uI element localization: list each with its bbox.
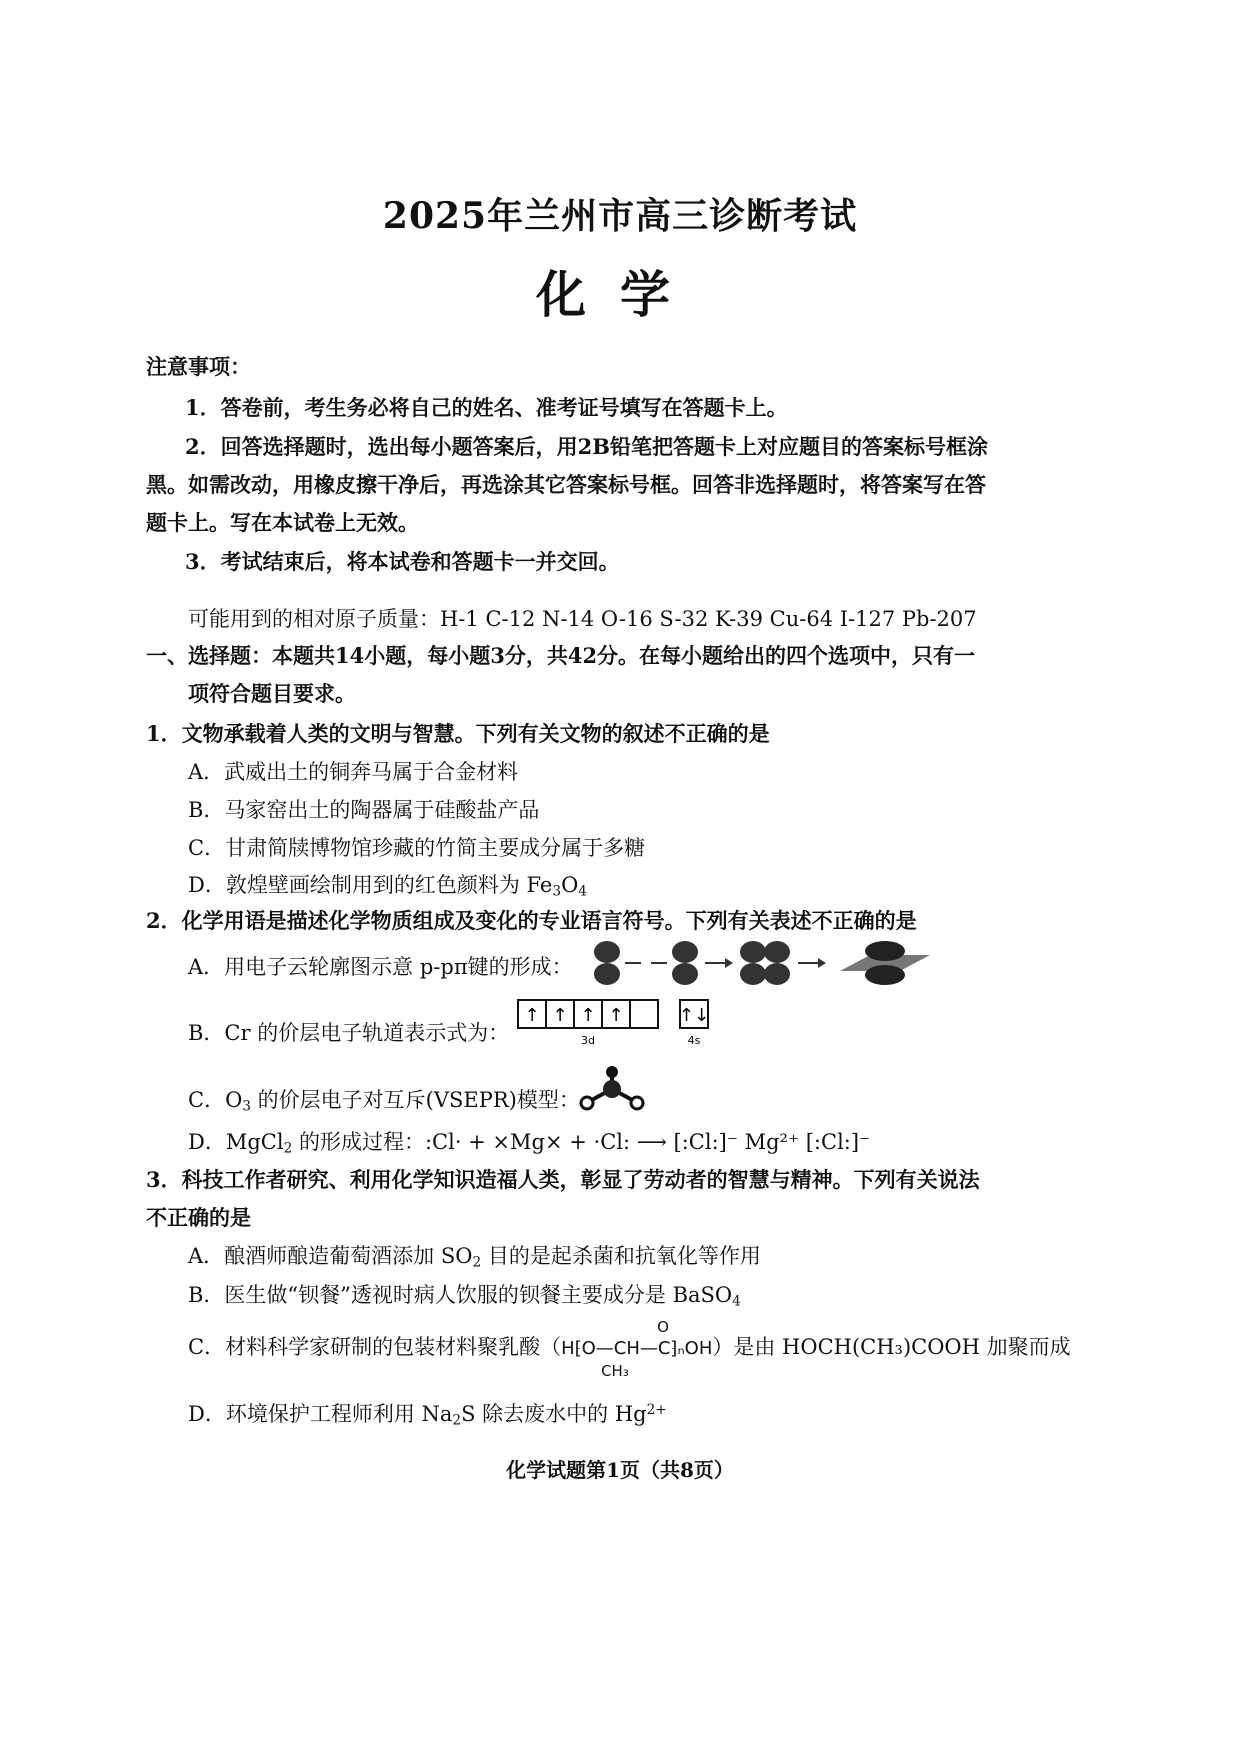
notice-item-1: 1．答卷前，考生务必将自己的姓名、准考证号填写在答题卡上。 (185, 395, 788, 420)
terminal-o-atom-right (631, 1097, 643, 1109)
p-orbital-right (672, 941, 698, 985)
pla-formula: H⁅O—CH—C⁆ₙOH (561, 1338, 713, 1359)
pp-pi-bond-diagram (585, 938, 985, 988)
notice-heading: 注意事项： (146, 354, 251, 379)
q3-option-b (188, 1279, 741, 1309)
p-orbitals-overlapping (740, 941, 790, 985)
q3-option-d-mid: S 除去废水中的 Hg (461, 1402, 647, 1426)
q2-option-d-post: 的形成过程： (292, 1130, 425, 1154)
q2-option-c-post: 的价层电子对互斥(VSEPR)模型： (250, 1088, 580, 1112)
q1-option-d-text: D．敦煌壁画绘制用到的红色颜料为 Fe (188, 873, 553, 897)
q3-option-d-sub: 2 (452, 1412, 462, 1429)
polylactic-acid-structure (561, 1318, 713, 1380)
q3-stem-line-1: 3．科技工作者研究、利用化学知识造福人类，彰显了劳动者的智慧与精神。下列有关说法 (146, 1167, 980, 1192)
label-3d: 3d (581, 1034, 595, 1047)
q1-option-d-sub-2: 4 (578, 883, 587, 900)
section-heading-line-1: 一、选择题：本题共14小题，每小题3分，共42分。在每小题给出的四个选项中，只有一 (146, 643, 976, 668)
q3-option-c-pre: C．材料科学家研制的包装材料聚乳酸（ (188, 1335, 562, 1359)
q2-option-c (188, 1084, 580, 1114)
lone-pair-domain (606, 1066, 618, 1078)
orbital-electrons-4s: ↑↓ (678, 1005, 710, 1026)
cr-orbital-diagram (518, 998, 718, 1048)
q3-option-a (188, 1240, 761, 1270)
q3-option-c-post: ）是由 HOCH(CH₃)COOH 加聚而成 (712, 1335, 1071, 1359)
orbital-electrons-4: ↑ (608, 1005, 624, 1026)
orbital-box-3d-5 (630, 1000, 658, 1028)
q2-stem: 2．化学用语是描述化学物质组成及变化的专业语言符号。下列有关表述不正确的是 (146, 908, 917, 933)
q1-option-b: B．马家窑出土的陶器属于硅酸盐产品 (188, 798, 540, 822)
notice-item-2-line-2: 黑。如需改动，用橡皮擦干净后，再选涂其它答案标号框。回答非选择题时，将答案写在答 (146, 472, 986, 497)
q3-option-a-pre: A．酿酒师酿造葡萄酒添加 SO (188, 1244, 473, 1268)
orbital-electrons-3: ↑ (580, 1005, 596, 1026)
label-4s: 4s (687, 1034, 701, 1047)
pla-carbonyl-oxygen: O (657, 1318, 669, 1336)
q3-option-b-pre: B．医生做“钡餐”透视时病人饮服的钡餐主要成分是 BaSO (188, 1283, 733, 1307)
exam-title: 2025年兰州市高三诊断考试 (382, 195, 858, 237)
terminal-o-atom-left (581, 1097, 593, 1109)
q2-option-d-sub: 2 (283, 1140, 293, 1157)
atomic-masses: 可能用到的相对原子质量：H-1 C-12 N-14 O-16 S-32 K-39 Cu-64 I-127 Pb-207 (188, 607, 977, 631)
pla-methyl-group: CH₃ (601, 1362, 629, 1380)
q3-option-a-post: 目的是起杀菌和抗氧化等作用 (481, 1244, 761, 1268)
q1-stem: 1．文物承载着人类的文明与智慧。下列有关文物的叙述不正确的是 (146, 721, 770, 746)
q3-option-d-sup: 2+ (646, 1402, 667, 1419)
p-orbital-left (594, 941, 620, 985)
orbital-electrons-1: ↑ (524, 1005, 540, 1026)
mgcl2-reactants: :Cl· + ×Mg× + ·Cl: ⟶ (424, 1130, 667, 1154)
q2-option-d-pre: D．MgCl (188, 1130, 284, 1154)
q2-option-a: A．用电子云轮廓图示意 p-pπ键的形成： (188, 955, 573, 979)
o3-vsepr-model (578, 1064, 658, 1114)
mgcl2-product: [:Cl:]⁻ Mg²⁺ [:Cl:]⁻ (673, 1130, 871, 1154)
central-o-atom (603, 1080, 621, 1098)
notice-item-2-line-3: 题卡上。写在本试卷上无效。 (146, 510, 419, 535)
q1-option-d (188, 869, 587, 899)
q1-option-d-mid: O (561, 873, 579, 897)
q2-option-b: B．Cr 的价层电子轨道表示式为： (188, 1021, 510, 1045)
q2-option-d (188, 1126, 870, 1156)
section-heading-line-2: 项符合题目要求。 (188, 681, 356, 706)
q2-option-c-pre: C．O (188, 1088, 243, 1112)
subject-title: 化学 (536, 265, 704, 324)
q1-option-a: A．武威出土的铜奔马属于合金材料 (188, 760, 519, 784)
notice-item-3: 3．考试结束后，将本试卷和答题卡一并交回。 (185, 549, 620, 574)
q3-option-d-pre: D．环境保护工程师利用 Na (188, 1402, 453, 1426)
q3-option-c (188, 1318, 1071, 1380)
q2-option-c-sub: 3 (242, 1098, 251, 1115)
notice-item-2-line-1: 2．回答选择题时，选出每小题答案后，用2B铅笔把答题卡上对应题目的答案标号框涂 (185, 434, 988, 459)
arrow-1-head (725, 958, 733, 968)
q1-option-c: C．甘肃简牍博物馆珍藏的竹简主要成分属于多糖 (188, 836, 646, 860)
q3-option-d (188, 1398, 667, 1428)
q3-option-b-sub: 4 (732, 1293, 741, 1310)
q3-stem-line-2: 不正确的是 (146, 1205, 251, 1230)
page-footer: 化学试题第1页（共8页） (506, 1458, 734, 1482)
arrow-2-head (818, 958, 826, 968)
q3-option-a-sub: 2 (472, 1254, 482, 1271)
q1-option-d-sub-1: 3 (552, 883, 562, 900)
orbital-electrons-2: ↑ (552, 1005, 568, 1026)
